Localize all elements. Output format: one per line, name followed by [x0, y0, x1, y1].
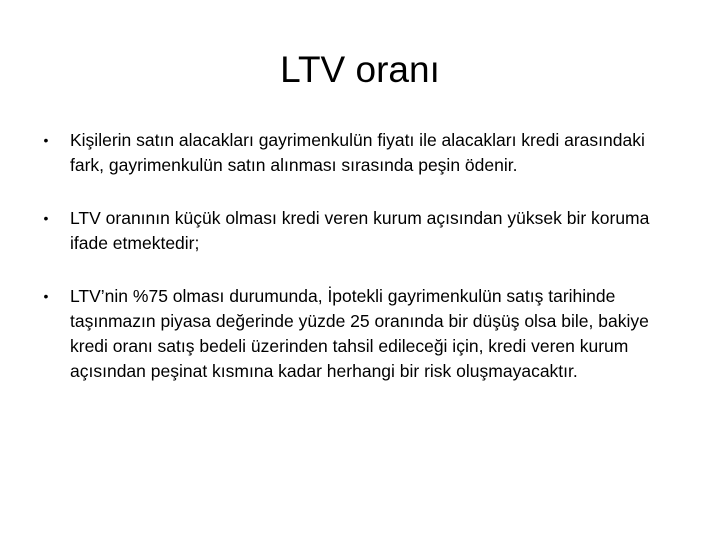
bullet-item — [40, 284, 680, 384]
bullet-list — [40, 128, 680, 384]
slide-title: LTV oranı — [280, 49, 440, 90]
bullet-item — [40, 128, 680, 178]
bullet-item — [40, 206, 680, 256]
bullet-text: Kişilerin satın alacakları gayrimenkulün fiyatı ile alacakları kredi arasındaki fark, gayrimenkulün satın alınması sırasında peşin ödenir. — [70, 130, 645, 175]
bullet-text: LTV oranının küçük olması kredi veren kurum açısından yüksek bir koruma ifade etmektedir; — [70, 208, 650, 253]
bullet-text: LTV’nin %75 olması durumunda, İpotekli gayrimenkulün satış tarihinde taşınmazın piyasa değerinde yüzde 25 oranında bir düşüş olsa bile, bakiye kredi oranı satış bedeli üzerinden tahsil edileceği için, kredi veren kurum açısından peşinat kısmına kadar herhangi bir risk oluşmayacaktır. — [70, 286, 649, 381]
bullet-icon: • — [43, 132, 49, 148]
bullet-icon: • — [43, 288, 49, 304]
bullet-icon: • — [43, 210, 49, 226]
